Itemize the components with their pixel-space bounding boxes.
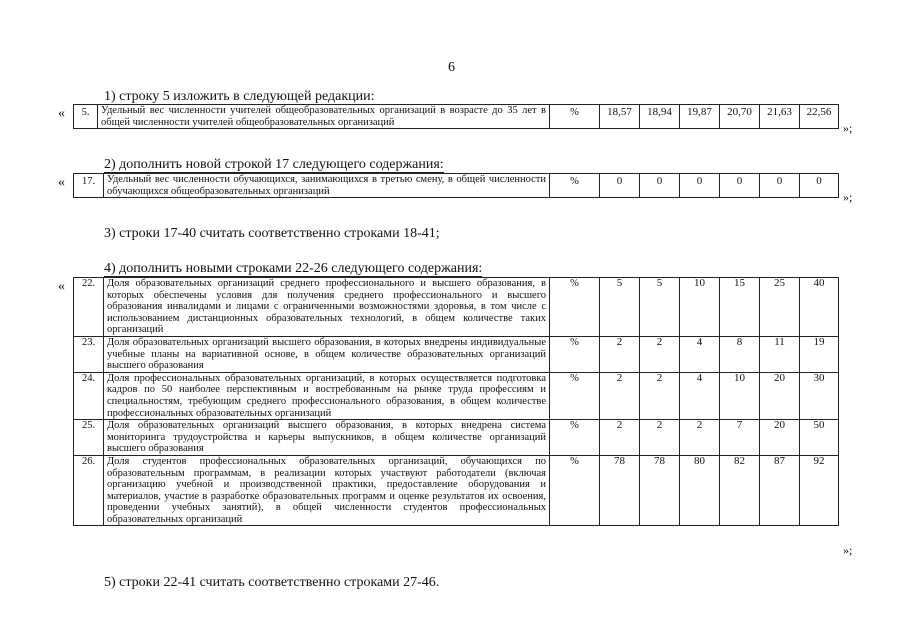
table-row: [74, 278, 839, 337]
value-cell: 20: [760, 372, 800, 419]
value-cell: 50: [800, 420, 839, 456]
value-cell: 19: [800, 336, 839, 372]
value-cell: 19,87: [680, 105, 720, 129]
page-number: 6: [448, 60, 455, 75]
close-quote-2: »;: [843, 190, 853, 204]
instruction-2: 2) дополнить новой строкой 17 следующего содержания:: [104, 157, 444, 172]
value-cell: 2: [600, 420, 640, 456]
unit-cell: %: [550, 372, 600, 419]
value-cell: 11: [760, 336, 800, 372]
unit-cell: %: [550, 420, 600, 456]
value-cell: 0: [640, 174, 680, 198]
value-cell: 2: [640, 336, 680, 372]
close-quote-1: »;: [843, 121, 853, 135]
value-cell: 2: [600, 336, 640, 372]
value-cell: 10: [720, 372, 760, 419]
value-cell: 20: [760, 420, 800, 456]
value-cell: 87: [760, 455, 800, 526]
value-cell: 2: [600, 372, 640, 419]
open-quote-2: «: [58, 175, 65, 190]
value-cell: 4: [680, 336, 720, 372]
value-cell: 25: [760, 278, 800, 337]
instruction-1: 1) строку 5 изложить в следующей редакции:: [104, 89, 375, 104]
value-cell: 18,94: [640, 105, 680, 129]
value-cell: 15: [720, 278, 760, 337]
indicator-description: Доля образовательных организаций высшего образования, в которых внедрены индивидуальные учебные планы на вариативной основе, в общем количестве образовательных организаций высшего образования: [104, 336, 550, 372]
unit-cell: %: [550, 278, 600, 337]
value-cell: 30: [800, 372, 839, 419]
value-cell: 22,56: [800, 105, 839, 129]
table-rows-22-26: [73, 277, 839, 526]
value-cell: 78: [600, 455, 640, 526]
value-cell: 5: [640, 278, 680, 337]
indicator-description: Удельный вес численности обучающихся, занимающихся в третью смену, в общей численности обучающихся общеобразовательных организаций: [104, 174, 550, 198]
indicator-description: Доля профессиональных образовательных организаций, в которых осуществляется подготовка кадров по 50 наиболее перспективным и востребованным на рынке труда профессиям и специальностям, требующим среднего профессионального образования, в общем количестве профессиональных образовательных организаций: [104, 372, 550, 419]
value-cell: 0: [760, 174, 800, 198]
indicator-description: Доля образовательных организаций среднего профессионального и высшего образования, в которых обеспечены условия для получения среднего профессионального и высшего образования инвалидами и лицами с ограниченными возможностями здоровья, в том числе с использованием дистанционных образовательных технологий, в общем количестве таких организаций: [104, 278, 550, 337]
instruction-5: 5) строки 22-41 считать соответственно строками 27-46.: [104, 575, 440, 590]
value-cell: 2: [680, 420, 720, 456]
unit-cell: %: [550, 336, 600, 372]
open-quote-3: «: [58, 279, 65, 294]
indicator-description: Доля образовательных организаций высшего образования, в которых внедрена система мониторинга трудоустройства и карьеры выпускников, в общем количестве организаций высшего образования: [104, 420, 550, 456]
value-cell: 7: [720, 420, 760, 456]
value-cell: 10: [680, 278, 720, 337]
table-row: [74, 372, 839, 419]
close-quote-3: »;: [843, 543, 853, 557]
value-cell: 2: [640, 372, 680, 419]
table-row: [74, 420, 839, 456]
instruction-4: 4) дополнить новыми строками 22-26 следующего содержания:: [104, 261, 483, 276]
value-cell: 2: [640, 420, 680, 456]
unit-cell: %: [550, 105, 600, 129]
value-cell: 40: [800, 278, 839, 337]
unit-cell: %: [550, 174, 600, 198]
value-cell: 0: [720, 174, 760, 198]
value-cell: 8: [720, 336, 760, 372]
row-number: 17.: [74, 174, 104, 198]
table-row: [74, 174, 839, 198]
indicator-description: Удельный вес численности учителей общеобразовательных организаций в возрасте до 35 лет в общей численности учителей общеобразовательных организаций: [98, 105, 550, 129]
table-row-5: [73, 104, 839, 129]
table-row: [74, 455, 839, 526]
row-number: 22.: [74, 278, 104, 337]
instruction-3: 3) строки 17-40 считать соответственно строками 18-41;: [104, 226, 440, 241]
value-cell: 0: [680, 174, 720, 198]
value-cell: 80: [680, 455, 720, 526]
table-row: [74, 336, 839, 372]
row-number: 26.: [74, 455, 104, 526]
value-cell: 78: [640, 455, 680, 526]
value-cell: 21,63: [760, 105, 800, 129]
row-number: 23.: [74, 336, 104, 372]
value-cell: 0: [600, 174, 640, 198]
table-row: [74, 105, 839, 129]
value-cell: 82: [720, 455, 760, 526]
value-cell: 92: [800, 455, 839, 526]
row-number: 24.: [74, 372, 104, 419]
row-number: 25.: [74, 420, 104, 456]
open-quote-1: «: [58, 106, 65, 121]
value-cell: 20,70: [720, 105, 760, 129]
indicator-description: Доля студентов профессиональных образовательных организаций, обучающихся по образовательным программам, в реализации которых участвуют работодатели (включая организацию учебной и производственной практики, предоставление оборудования и материалов, участие в разработке образовательных программ и оценке результатов их освоения, проведении учебных занятий), в общей численности студентов профессиональных образовательных организаций: [104, 455, 550, 526]
value-cell: 4: [680, 372, 720, 419]
table-row-17: [73, 173, 839, 198]
value-cell: 0: [800, 174, 839, 198]
row-number: 5.: [74, 105, 98, 129]
value-cell: 5: [600, 278, 640, 337]
value-cell: 18,57: [600, 105, 640, 129]
unit-cell: %: [550, 455, 600, 526]
